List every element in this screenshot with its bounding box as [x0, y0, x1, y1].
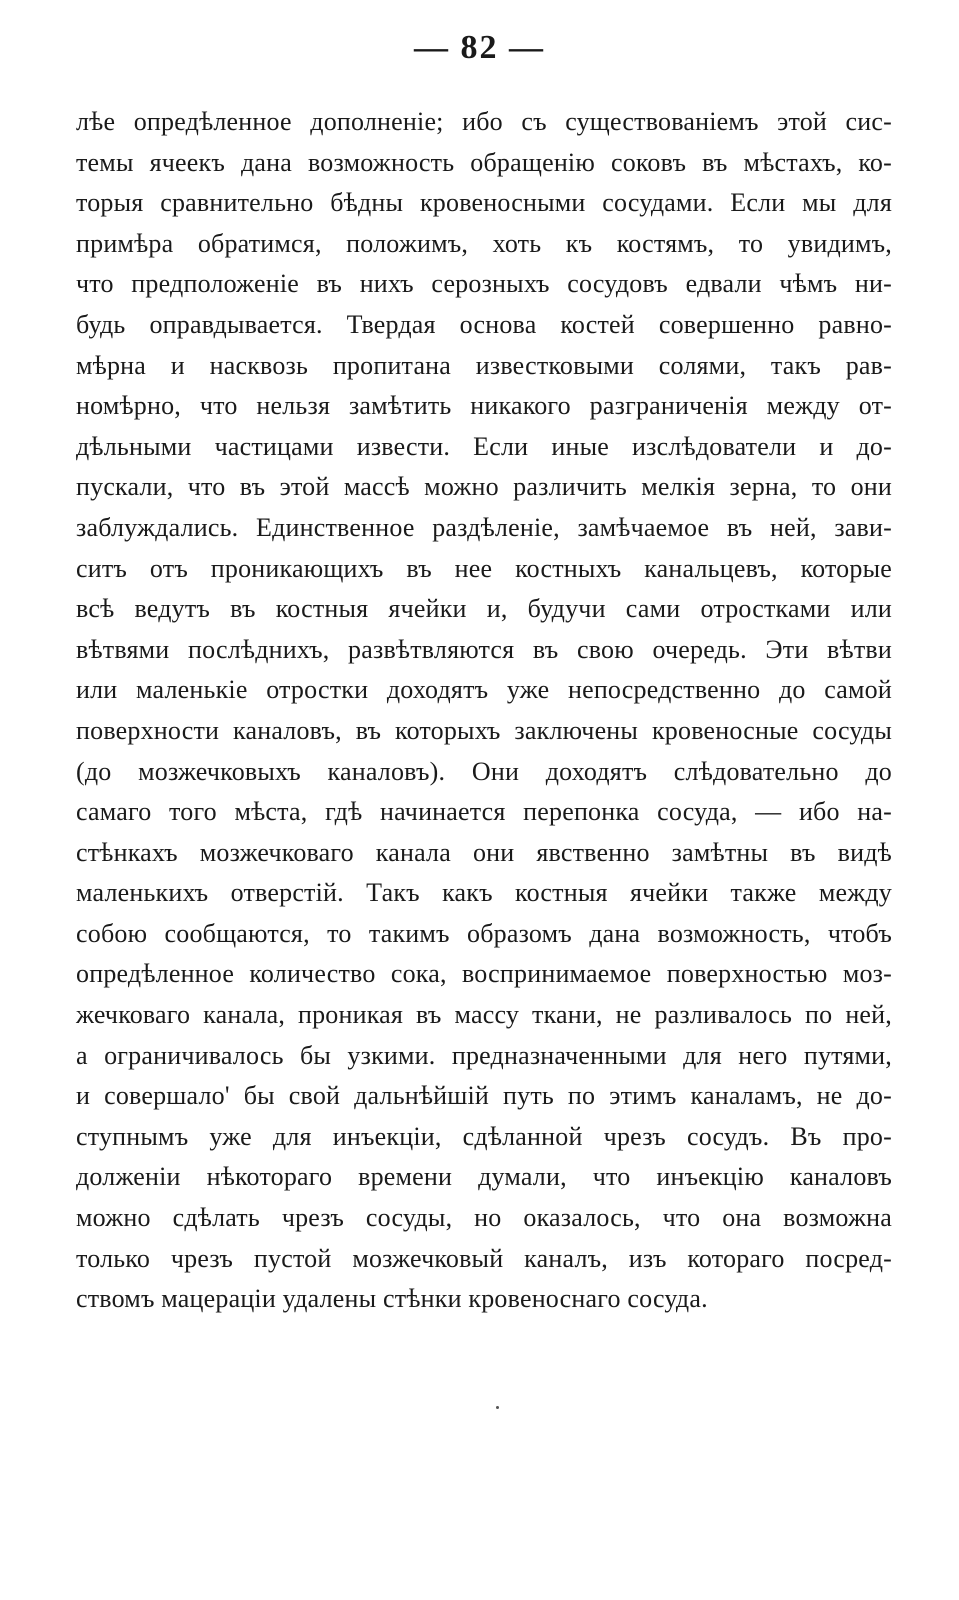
text-line: пускали, что въ этой массѣ можно различить мелкія зерна, то они [76, 472, 892, 502]
text-line: ситъ отъ проникающихъ въ нее костныхъ канальцевъ, которые [76, 553, 892, 583]
ink-speck [496, 1406, 499, 1409]
text-line: самаго того мѣста, гдѣ начинается перепонка сосуда, — ибо на- [76, 797, 892, 827]
text-line: номѣрно, что нельзя замѣтить никакого разграниченія между от- [76, 391, 892, 421]
text-line: долженіи нѣкотораго времени думали, что инъекцію каналовъ [76, 1162, 892, 1192]
text-line: темы ячеекъ дана возможность обращенію соковъ въ мѣстахъ, ко- [76, 147, 892, 177]
text-line: стѣнкахъ мозжечковаго канала они явственно замѣтны въ видѣ [76, 837, 892, 867]
text-line: (до мозжечковыхъ каналовъ). Они доходятъ слѣдовательно до [76, 756, 892, 786]
text-line: всѣ ведутъ въ костныя ячейки и, будучи сами отростками или [76, 594, 892, 624]
text-line: примѣра обратимся, положимъ, хоть къ костямъ, то увидимъ, [76, 228, 892, 258]
text-line: мѣрна и насквозь пропитана известковыми солями, такъ рав- [76, 350, 892, 380]
text-line: только чрезъ пустой мозжечковый каналъ, изъ котораго посред- [76, 1243, 892, 1273]
text-line: а ограничивалось бы узкими. предназначенными для него путями, [76, 1040, 892, 1070]
text-line: собою сообщаются, то такимъ образомъ дана возможность, чтобъ [76, 918, 892, 948]
body-text [76, 102, 892, 1320]
text-line: опредѣленное количество сока, воспринимаемое поверхностью моз- [76, 959, 892, 989]
text-line: или маленькіе отростки доходятъ уже непосредственно до самой [76, 675, 892, 705]
text-line: маленькихъ отверстій. Такъ какъ костныя ячейки также между [76, 878, 892, 908]
text-line: что предположеніе въ нихъ серозныхъ сосудовъ едвали чѣмъ ни- [76, 269, 892, 299]
text-line: лѣе опредѣленное дополненіе; ибо съ существованіемъ этой сис- [76, 107, 892, 136]
text-line: жечковаго канала, проникая въ массу ткани, не разливалось по ней, [76, 1000, 892, 1030]
text-line: заблуждались. Единственное раздѣленіе, замѣчаемое въ ней, зави- [76, 512, 892, 542]
page-number-header: — 82 — [414, 29, 545, 66]
text-line-last: ствомъ мацераціи удалены стѣнки кровеноснаго сосуда. [76, 1284, 708, 1314]
text-line: будь оправдывается. Твердая основа костей совершенно равно- [76, 309, 892, 339]
text-line: можно сдѣлать чрезъ сосуды, но оказалось, что она возможна [76, 1203, 892, 1233]
text-line: вѣтвями послѣднихъ, развѣтвляются въ свою очередь. Эти вѣтви [76, 634, 892, 664]
text-line: поверхности каналовъ, въ которыхъ заключены кровеносные сосуды [76, 715, 892, 745]
text-line: ступнымъ уже для инъекціи, сдѣланной чрезъ сосудъ. Въ про- [76, 1121, 892, 1151]
text-line: торыя сравнительно бѣдны кровеносными сосудами. Если мы для [76, 188, 892, 218]
text-line: и совершало' бы свой дальнѣйшій путь по этимъ каналамъ, не до- [76, 1081, 892, 1111]
text-line: дѣльными частицами извести. Если иные изслѣдователи и до- [76, 431, 892, 461]
